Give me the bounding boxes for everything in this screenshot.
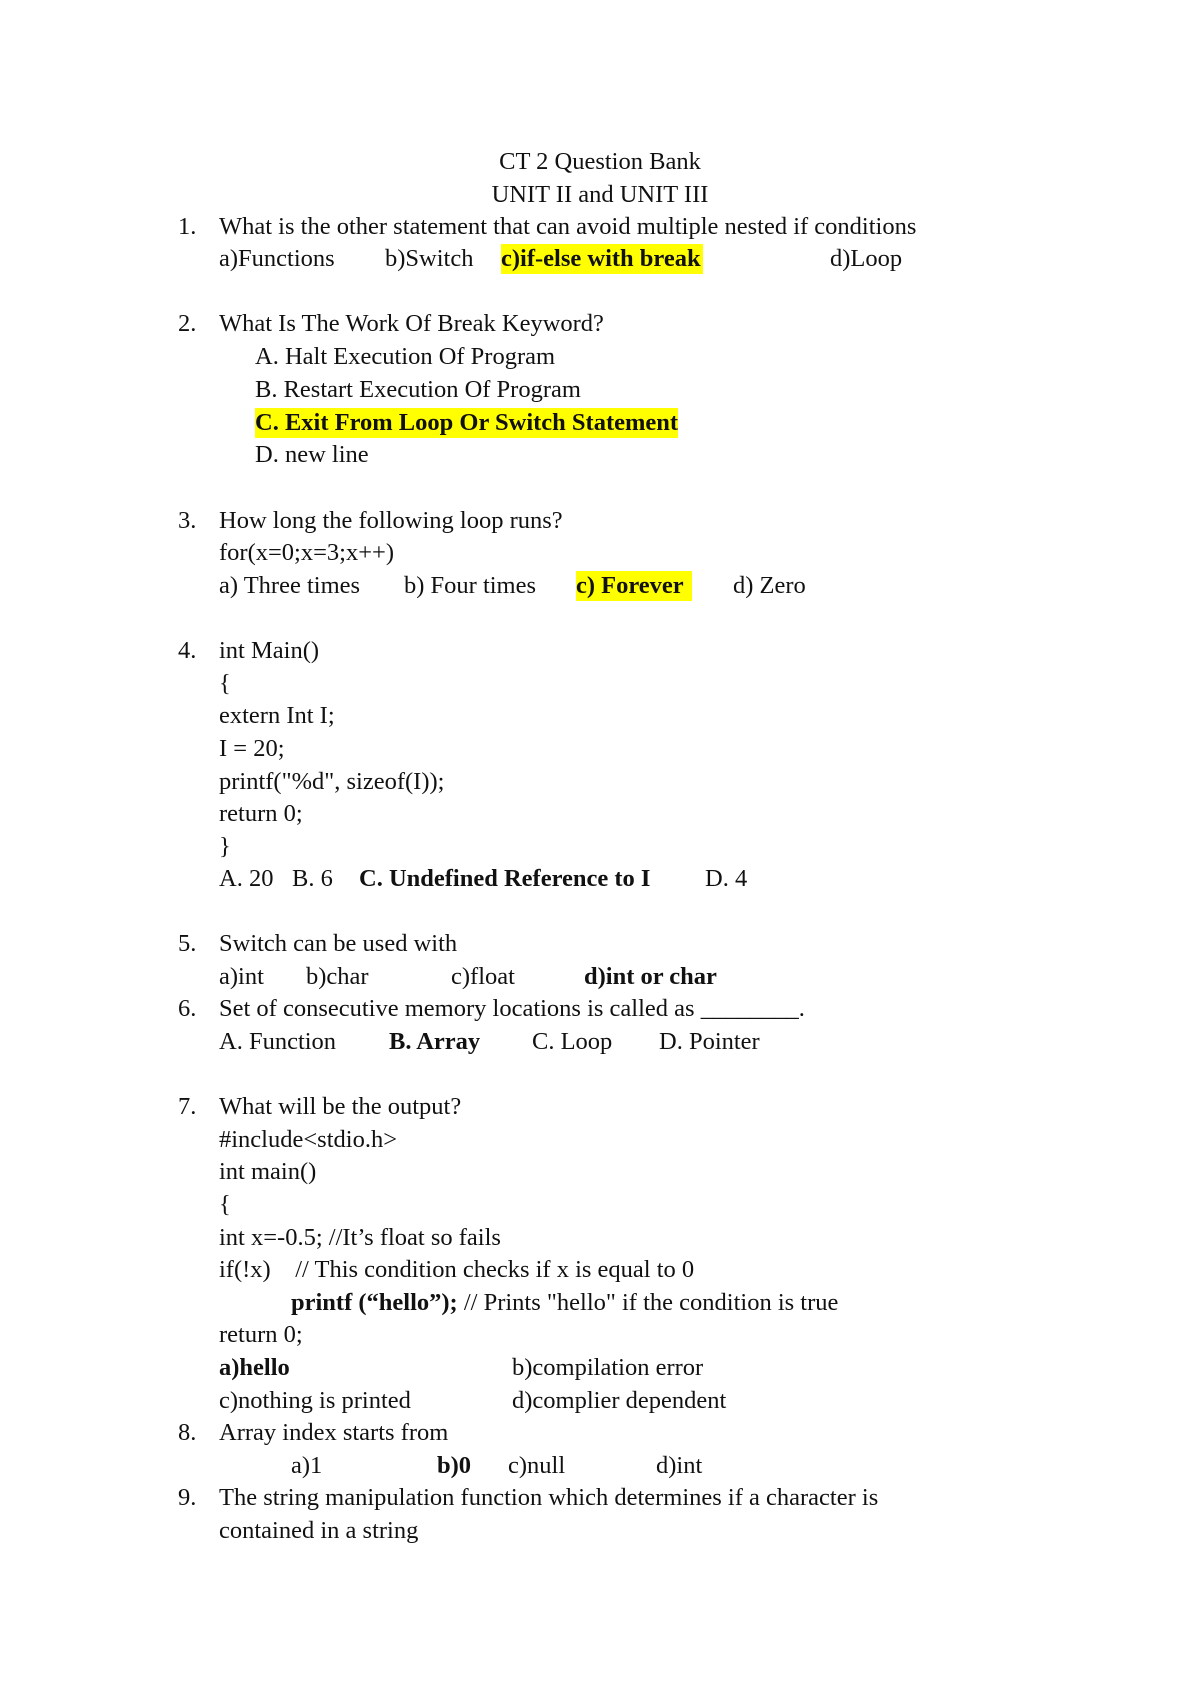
- q8-option-b-answer: b)0: [437, 1452, 472, 1479]
- q5-number: 5.: [178, 930, 197, 957]
- q2-text: What Is The Work Of Break Keyword?: [219, 310, 604, 337]
- q3-code: for(x=0;x=3;x++): [219, 539, 395, 566]
- q7-code-return: return 0;: [219, 1321, 303, 1348]
- q3-option-b: b) Four times: [404, 572, 537, 599]
- q6-number: 6.: [178, 995, 197, 1022]
- q1-option-a: a)Functions: [219, 245, 335, 272]
- q2-option-c-answer: C. Exit From Loop Or Switch Statement: [255, 409, 679, 436]
- q5-option-c: c)float: [451, 963, 515, 990]
- q3-option-c-answer: c) Forever: [576, 571, 692, 601]
- q4-code-line: printf("%d", sizeof(I));: [219, 768, 445, 795]
- q3-option-a: a) Three times: [219, 572, 361, 599]
- q8-option-a: a)1: [291, 1452, 323, 1479]
- q6-text: Set of consecutive memory locations is called as ________.: [219, 995, 805, 1022]
- q7-text: What will be the output?: [219, 1093, 462, 1120]
- q7-option-a-answer: a)hello: [219, 1354, 290, 1381]
- q4-option-a: A. 20: [219, 865, 274, 892]
- q5-option-a: a)int: [219, 963, 264, 990]
- page-subtitle: UNIT II and UNIT III: [491, 181, 709, 208]
- q1-text: What is the other statement that can avoid multiple nested if conditions: [219, 213, 917, 240]
- q5-option-b: b)char: [306, 963, 369, 990]
- q2-number: 2.: [178, 310, 197, 337]
- q4-code-line: }: [219, 833, 231, 860]
- q9-text: The string manipulation function which determines if a character is: [219, 1484, 879, 1511]
- q6-option-c: C. Loop: [532, 1028, 613, 1055]
- q4-number: 4.: [178, 637, 197, 664]
- q9-number: 9.: [178, 1484, 197, 1511]
- q1-option-c-answer: c)if-else with break: [501, 245, 701, 272]
- q7-code-if: if(!x) // This condition checks if x is equal to 0: [219, 1256, 695, 1283]
- q7-code-line: {: [219, 1191, 231, 1218]
- q7-code-line: #include<stdio.h>: [219, 1126, 398, 1153]
- q7-decl-comment: //It’s float so fails: [328, 1224, 501, 1251]
- q1-option-b: b)Switch: [385, 245, 474, 272]
- q7-option-d: d)complier dependent: [512, 1387, 727, 1414]
- q3-text: How long the following loop runs?: [219, 507, 563, 534]
- q8-number: 8.: [178, 1419, 197, 1446]
- q7-printf-call: printf (“hello”);: [291, 1289, 458, 1316]
- page-title: CT 2 Question Bank: [499, 148, 701, 175]
- q8-option-c: c)null: [508, 1452, 566, 1479]
- q4-option-c-answer: C. Undefined Reference to I: [359, 865, 651, 892]
- q7-decl-code: int x=-0.5;: [219, 1224, 329, 1251]
- q4-option-d: D. 4: [705, 865, 748, 892]
- q3-option-d: d) Zero: [733, 572, 806, 599]
- q7-option-c: c)nothing is printed: [219, 1387, 411, 1414]
- q9-text-continued: contained in a string: [219, 1517, 419, 1544]
- q4-option-b: B. 6: [292, 865, 333, 892]
- q7-number: 7.: [178, 1093, 197, 1120]
- q4-code-line: {: [219, 670, 231, 697]
- q4-code-line: extern Int I;: [219, 702, 335, 729]
- q3-number: 3.: [178, 507, 197, 534]
- q2-option-b: B. Restart Execution Of Program: [255, 376, 581, 403]
- q6-option-d: D. Pointer: [659, 1028, 760, 1055]
- q7-printf-comment: // Prints "hello" if the condition is true: [457, 1289, 839, 1316]
- q4-code-line: return 0;: [219, 800, 303, 827]
- q1-number: 1.: [178, 213, 197, 240]
- q8-option-d: d)int: [656, 1452, 703, 1479]
- q6-option-a: A. Function: [219, 1028, 337, 1055]
- q7-code-line: int main(): [219, 1158, 317, 1185]
- q7-code-decl: [219, 1223, 501, 1253]
- q4-code-line: I = 20;: [219, 735, 285, 762]
- q2-option-d: D. new line: [255, 441, 369, 468]
- q2-option-a: A. Halt Execution Of Program: [255, 343, 556, 370]
- q6-option-b-answer: B. Array: [389, 1028, 481, 1055]
- q1-option-d: d)Loop: [830, 245, 903, 272]
- q7-code-printf: [291, 1288, 838, 1318]
- q8-text: Array index starts from: [219, 1419, 449, 1446]
- q5-option-d-answer: d)int or char: [584, 963, 717, 990]
- q7-option-b: b)compilation error: [512, 1354, 704, 1381]
- q5-text: Switch can be used with: [219, 930, 458, 957]
- q4-code-line: int Main(): [219, 637, 320, 664]
